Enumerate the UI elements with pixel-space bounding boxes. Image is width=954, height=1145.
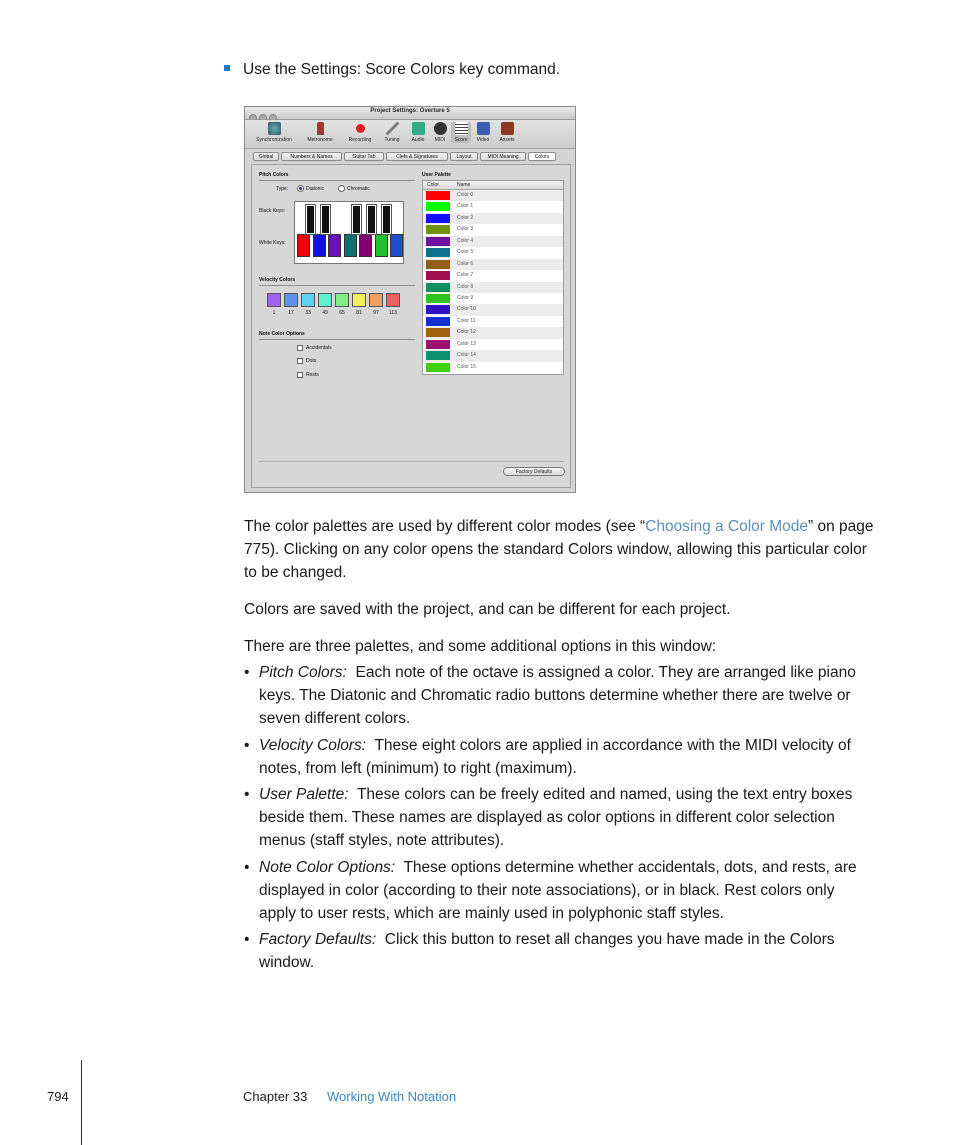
palette-row[interactable] bbox=[423, 213, 563, 224]
palette-color-swatch[interactable] bbox=[426, 294, 450, 303]
bullet-factory-defaults: • Factory Defaults: Click this button to reset all changes you have made in the Colors window. bbox=[244, 931, 835, 971]
palette-row[interactable] bbox=[423, 270, 563, 281]
velocity-color-swatch[interactable] bbox=[284, 293, 298, 307]
chromatic-radio[interactable] bbox=[338, 185, 345, 192]
divider bbox=[259, 339, 415, 340]
velocity-value-label: 81 bbox=[356, 310, 362, 316]
type-label: Type: bbox=[276, 186, 289, 192]
toolbar-audio[interactable]: Audio bbox=[407, 122, 429, 143]
palette-row[interactable] bbox=[423, 190, 563, 201]
palette-row[interactable] bbox=[423, 339, 563, 350]
palette-row[interactable] bbox=[423, 282, 563, 293]
palette-color-name[interactable]: Color 10 bbox=[457, 306, 476, 313]
tab-guitar-tab[interactable]: Guitar Tab bbox=[344, 152, 384, 161]
color-column-header[interactable]: Color bbox=[427, 182, 439, 188]
palette-color-name[interactable]: Color 2 bbox=[457, 214, 474, 221]
velocity-color-swatch[interactable] bbox=[267, 293, 281, 307]
paragraph-saved: Colors are saved with the project, and can be different for each project. bbox=[244, 601, 731, 618]
audio-icon bbox=[412, 122, 425, 135]
title-bar bbox=[245, 107, 575, 120]
palette-color-name[interactable]: Color 13 bbox=[457, 340, 476, 347]
tab-layout[interactable]: Layout bbox=[450, 152, 478, 161]
velocity-value-label: 65 bbox=[339, 310, 345, 316]
tab-colors[interactable]: Colors bbox=[528, 152, 556, 161]
palette-color-swatch[interactable] bbox=[426, 225, 450, 234]
velocity-color-swatch[interactable] bbox=[335, 293, 349, 307]
velocity-color-swatch[interactable] bbox=[386, 293, 400, 307]
palette-color-name[interactable]: Color 11 bbox=[457, 317, 476, 324]
toolbar-score[interactable]: Score bbox=[451, 122, 471, 143]
video-icon bbox=[477, 122, 490, 135]
divider bbox=[258, 461, 564, 462]
white-keys-label: White Keys: bbox=[259, 240, 286, 246]
palette-row[interactable] bbox=[423, 224, 563, 235]
table-body bbox=[423, 190, 563, 373]
white-key-color[interactable] bbox=[297, 234, 310, 257]
velocity-colors-heading: Velocity Colors bbox=[259, 277, 296, 283]
palette-color-swatch[interactable] bbox=[426, 283, 450, 292]
palette-row[interactable] bbox=[423, 327, 563, 338]
velocity-value-label: 1 bbox=[272, 310, 276, 316]
black-key-color[interactable] bbox=[351, 204, 362, 235]
palette-color-swatch[interactable] bbox=[426, 363, 450, 372]
settings-tabs bbox=[253, 152, 567, 162]
rests-label: Rests bbox=[306, 372, 319, 378]
white-key-color[interactable] bbox=[313, 234, 326, 257]
palette-row[interactable] bbox=[423, 362, 563, 373]
black-keys-label: Black Keys: bbox=[259, 208, 286, 214]
black-key-color[interactable] bbox=[305, 204, 316, 235]
black-key-color[interactable] bbox=[320, 204, 331, 235]
intro-bullet-text: Use the Settings: Score Colors key command. bbox=[243, 61, 561, 78]
bullet-square-icon bbox=[224, 65, 230, 71]
palette-row[interactable] bbox=[423, 293, 563, 304]
palette-color-swatch[interactable] bbox=[426, 351, 450, 360]
velocity-color-swatch[interactable] bbox=[301, 293, 315, 307]
palette-color-swatch[interactable] bbox=[426, 271, 450, 280]
palette-color-swatch[interactable] bbox=[426, 237, 450, 246]
palette-row[interactable] bbox=[423, 259, 563, 270]
palette-color-name[interactable]: Color 7 bbox=[457, 272, 474, 279]
metronome-icon bbox=[317, 122, 324, 135]
black-key-color[interactable] bbox=[366, 204, 377, 235]
settings-toolbar bbox=[245, 120, 575, 149]
name-column-header[interactable]: Name bbox=[457, 182, 471, 188]
white-key-color[interactable] bbox=[375, 234, 388, 257]
palette-color-swatch[interactable] bbox=[426, 191, 450, 200]
velocity-value-label: 17 bbox=[288, 310, 294, 316]
palette-color-name[interactable]: Color 8 bbox=[457, 283, 474, 290]
palette-row[interactable] bbox=[423, 316, 563, 327]
project-settings-window bbox=[244, 106, 576, 493]
white-key-color[interactable] bbox=[359, 234, 372, 257]
toolbar-metronome[interactable]: Metronome bbox=[303, 122, 337, 143]
chapter-label: Chapter 33 bbox=[243, 1089, 308, 1104]
tuning-fork-icon bbox=[386, 122, 399, 135]
note-color-options-heading: Note Color Options bbox=[259, 331, 305, 337]
diatonic-label: Diatonic bbox=[306, 186, 325, 192]
palette-row[interactable] bbox=[423, 350, 563, 361]
user-palette-heading: User Palette bbox=[422, 172, 451, 178]
palette-row[interactable] bbox=[423, 201, 563, 212]
white-key-color[interactable] bbox=[390, 234, 403, 257]
toolbar-assets[interactable]: Assets bbox=[495, 122, 519, 143]
tab-midi-meaning[interactable]: MIDI Meaning bbox=[480, 152, 526, 161]
accidentals-label: Accidentals bbox=[306, 345, 332, 351]
record-icon bbox=[354, 122, 367, 135]
accidentals-checkbox[interactable] bbox=[297, 345, 303, 351]
velocity-color-swatch[interactable] bbox=[318, 293, 332, 307]
velocity-value-label: 49 bbox=[322, 310, 328, 316]
velocity-value-label: 113 bbox=[389, 310, 397, 316]
bullet-velocity-colors: • Velocity Colors: These eight colors are applied in accordance with the MIDI velocity of notes, from left (minimum) to right (maximum). bbox=[244, 737, 851, 777]
midi-icon bbox=[434, 122, 447, 135]
palette-color-name[interactable]: Color 0 bbox=[457, 192, 474, 198]
pitch-colors-heading: Pitch Colors bbox=[259, 172, 289, 178]
chapter-title-link[interactable]: Working With Notation bbox=[327, 1089, 457, 1104]
toolbar-video[interactable]: Video bbox=[473, 122, 493, 143]
palette-color-name[interactable]: Color 12 bbox=[457, 329, 476, 336]
palette-row[interactable] bbox=[423, 247, 563, 258]
rests-checkbox[interactable] bbox=[297, 372, 303, 378]
palette-color-swatch[interactable] bbox=[426, 260, 450, 269]
palette-color-swatch[interactable] bbox=[426, 214, 450, 223]
toolbar-synchronization[interactable]: Synchronization bbox=[251, 122, 297, 143]
palette-color-name[interactable]: Color 5 bbox=[457, 249, 474, 256]
tab-global[interactable]: Global bbox=[253, 152, 279, 161]
factory-defaults-button[interactable]: Factory Defaults bbox=[503, 467, 565, 476]
palette-color-swatch[interactable] bbox=[426, 328, 450, 337]
chromatic-label: Chromatic bbox=[347, 186, 370, 192]
dots-label: Dots bbox=[306, 358, 317, 364]
velocity-value-label: 33 bbox=[305, 310, 311, 316]
palette-row[interactable] bbox=[423, 236, 563, 247]
tab-clefs-signatures[interactable]: Clefs & Signatures bbox=[386, 152, 448, 161]
palette-color-swatch[interactable] bbox=[426, 202, 450, 211]
velocity-color-swatch[interactable] bbox=[352, 293, 366, 307]
tab-numbers-names[interactable]: Numbers & Names bbox=[281, 152, 342, 161]
choosing-color-mode-link[interactable]: Choosing a Color Mode bbox=[645, 518, 809, 535]
page-number: 794 bbox=[47, 1089, 69, 1104]
window-title: Project Settings: Overture 5 bbox=[370, 108, 450, 114]
palette-color-name[interactable]: Color 1 bbox=[457, 203, 474, 210]
toolbar-midi[interactable]: MIDI bbox=[430, 122, 450, 143]
velocity-value-label: 97 bbox=[373, 310, 379, 316]
paragraph-palettes: There are three palettes, and some additional options in this window: bbox=[244, 638, 717, 655]
colors-panel bbox=[251, 164, 571, 488]
black-key-color[interactable] bbox=[381, 204, 392, 235]
paragraph-color-palettes: The color palettes are used by different color modes (see “Choosing a Color Mode” on page 775). Clicking on any color opens the standard Colors window, allowing this particular color to be changed. bbox=[244, 518, 874, 581]
bullet-user-palette: • User Palette: These colors can be freely edited and named, using the text entry boxes beside them. These names are displayed as color options in different color selection menus (staff styles, note attributes). bbox=[244, 786, 853, 849]
toolbar-tuning[interactable]: Tuning bbox=[379, 122, 405, 143]
palette-color-swatch[interactable] bbox=[426, 305, 450, 314]
palette-color-swatch[interactable] bbox=[426, 340, 450, 349]
footer-divider bbox=[81, 1060, 82, 1145]
briefcase-icon bbox=[501, 122, 514, 135]
palette-color-name[interactable]: Color 15 bbox=[457, 363, 476, 370]
score-icon bbox=[455, 122, 468, 135]
palette-color-swatch[interactable] bbox=[426, 248, 450, 257]
bullet-note-color-options: • Note Color Options: These options determine whether accidentals, dots, and rests, are displayed in color (according to their note associations), or in black. Rest colors only apply to user rests, which are mainly used in polyphonic staff styles. bbox=[244, 859, 857, 922]
user-palette-table bbox=[422, 180, 564, 375]
table-header bbox=[423, 181, 563, 190]
white-key-color[interactable] bbox=[328, 234, 341, 257]
palette-color-name[interactable]: Color 14 bbox=[457, 352, 476, 359]
toolbar-recording[interactable]: Recording bbox=[343, 122, 377, 143]
velocity-color-swatch[interactable] bbox=[369, 293, 383, 307]
palette-row[interactable] bbox=[423, 304, 563, 315]
dots-checkbox[interactable] bbox=[297, 358, 303, 364]
palette-color-name[interactable]: Color 6 bbox=[457, 260, 474, 267]
diatonic-radio[interactable] bbox=[297, 185, 304, 192]
divider bbox=[259, 180, 415, 181]
bullet-pitch-colors: • Pitch Colors: Each note of the octave is assigned a color. They are arranged like piano keys. The Diatonic and Chromatic radio buttons determine whether there are twelve or seven different colors. bbox=[244, 664, 856, 727]
divider bbox=[259, 285, 415, 286]
palette-color-name[interactable]: Color 4 bbox=[457, 237, 474, 244]
palette-color-name[interactable]: Color 9 bbox=[457, 294, 474, 301]
palette-color-name[interactable]: Color 3 bbox=[457, 226, 474, 233]
sync-icon bbox=[268, 122, 281, 135]
palette-color-swatch[interactable] bbox=[426, 317, 450, 326]
white-key-color[interactable] bbox=[344, 234, 357, 257]
intro-bullet bbox=[224, 61, 560, 79]
